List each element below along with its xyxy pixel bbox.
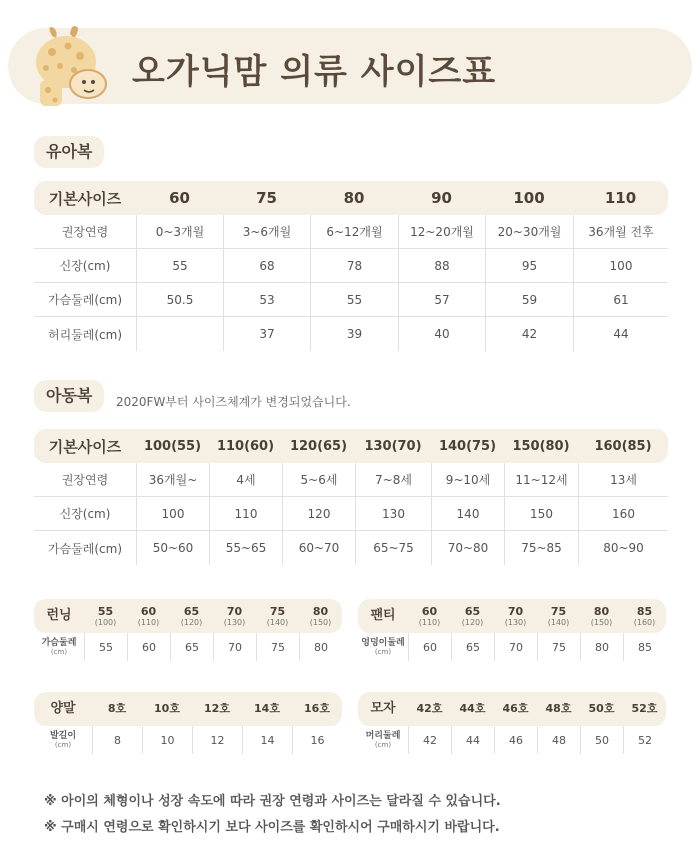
section-label-infant: 유아복 [34, 136, 104, 168]
size-cell: 60 (110) [127, 599, 170, 633]
table-cell: 75~85 [504, 531, 578, 565]
table-cell: 70~80 [431, 531, 504, 565]
table-header-row [358, 692, 666, 726]
column-header: 110(60) [209, 429, 282, 463]
size-cell: 60 (110) [408, 599, 451, 633]
column-header: 100(55) [136, 429, 209, 463]
table-cell: 78 [310, 249, 398, 283]
category-label-hat: 모자 [358, 692, 408, 726]
table-cell: 80 [580, 633, 623, 661]
size-cell: 70 (130) [494, 599, 537, 633]
row-label: 권장연령 [34, 215, 136, 249]
table-header-row [34, 692, 342, 726]
table-row [34, 633, 342, 661]
table-cell: 65 [451, 633, 494, 661]
table-cell: 140 [431, 497, 504, 531]
table-row [34, 497, 668, 531]
table-cell: 36개월 전후 [573, 215, 668, 249]
table-cell: 75 [537, 633, 580, 661]
row-label: 신장(cm) [34, 249, 136, 283]
table-cell: 42 [408, 726, 451, 754]
table-cell: 150 [504, 497, 578, 531]
size-cell: 50호 [580, 692, 623, 726]
table-header-row [358, 599, 666, 633]
table-cell: 14 [242, 726, 292, 754]
table-cell: 60 [127, 633, 170, 661]
table-cell: 37 [223, 317, 310, 351]
footnote: ※ 구매시 연령으로 확인하시기 보다 사이즈를 확인하시어 구매하시기 바랍니다. [44, 820, 500, 835]
table-row [358, 726, 666, 754]
table-cell: 6~12개월 [310, 215, 398, 249]
footnote: ※ 아이의 체형이나 성장 속도에 따라 권장 연령과 사이즈는 달라질 수 있습니다. [44, 794, 501, 809]
size-cell: 80 (150) [580, 599, 623, 633]
table-cell: 61 [573, 283, 668, 317]
column-header: 기본사이즈 [34, 181, 136, 215]
table-cell: 8 [92, 726, 142, 754]
row-label: 권장연령 [34, 463, 136, 497]
table-cell: 42 [485, 317, 573, 351]
table-cell: 11~12세 [504, 463, 578, 497]
column-header: 160(85) [578, 429, 668, 463]
table-cell: 0~3개월 [136, 215, 223, 249]
table-row [34, 215, 668, 249]
table-row [34, 283, 668, 317]
table-cell: 85 [623, 633, 666, 661]
table-cell: 60~70 [282, 531, 355, 565]
size-cell: 46호 [494, 692, 537, 726]
table-cell: 65 [170, 633, 213, 661]
table-cell: 57 [398, 283, 485, 317]
table-row [34, 463, 668, 497]
table-row [34, 317, 668, 351]
table-cell: 80 [299, 633, 342, 661]
table-cell: 46 [494, 726, 537, 754]
table-cell: 52 [623, 726, 666, 754]
table-cell: 55 [136, 249, 223, 283]
column-header: 100 [485, 181, 573, 215]
size-cell: 48호 [537, 692, 580, 726]
column-header: 80 [310, 181, 398, 215]
table-cell: 50.5 [136, 283, 223, 317]
size-cell: 65 (120) [170, 599, 213, 633]
column-header: 110 [573, 181, 668, 215]
row-label: 신장(cm) [34, 497, 136, 531]
category-label-panty: 팬티 [358, 599, 408, 633]
table-cell: 40 [398, 317, 485, 351]
size-cell: 8호 [92, 692, 142, 726]
table-cell: 10 [142, 726, 192, 754]
row-label: 가슴둘레(cm) [34, 283, 136, 317]
table-header-row [34, 429, 668, 463]
column-header: 60 [136, 181, 223, 215]
table-cell: 70 [213, 633, 256, 661]
column-header: 90 [398, 181, 485, 215]
table-cell: 100 [136, 497, 209, 531]
size-change-note: 2020FW부터 사이즈체계가 변경되었습니다. [116, 395, 351, 409]
column-header: 130(70) [355, 429, 431, 463]
table-cell: 53 [223, 283, 310, 317]
size-cell: 80 (150) [299, 599, 342, 633]
page-title: 오가닉맘 의류 사이즈표 [132, 52, 497, 92]
table-cell: 110 [209, 497, 282, 531]
table-row [34, 249, 668, 283]
table-cell: 65~75 [355, 531, 431, 565]
row-label: 발길이 (cm) [49, 730, 77, 749]
row-label: 머리둘레 (cm) [365, 730, 401, 749]
column-header: 120(65) [282, 429, 355, 463]
table-cell: 9~10세 [431, 463, 504, 497]
size-cell: 75 (140) [537, 599, 580, 633]
category-label-socks: 양말 [34, 692, 92, 726]
row-label: 가슴둘레 (cm) [41, 637, 77, 656]
size-cell: 42호 [408, 692, 451, 726]
kids-size-table [34, 429, 668, 565]
table-cell: 68 [223, 249, 310, 283]
size-cell: 10호 [142, 692, 192, 726]
column-header: 기본사이즈 [34, 429, 136, 463]
size-cell: 12호 [192, 692, 242, 726]
giraffe-icon [22, 22, 114, 108]
table-cell: 44 [451, 726, 494, 754]
table-cell: 75 [256, 633, 299, 661]
table-cell: 12 [192, 726, 242, 754]
size-cell: 85 (160) [623, 599, 666, 633]
table-cell: 160 [578, 497, 668, 531]
size-cell: 75 (140) [256, 599, 299, 633]
column-header: 75 [223, 181, 310, 215]
row-label: 가슴둘레(cm) [47, 541, 123, 556]
table-cell: 100 [573, 249, 668, 283]
table-cell: 95 [485, 249, 573, 283]
size-cell: 55 (100) [84, 599, 127, 633]
table-cell: 7~8세 [355, 463, 431, 497]
table-cell: 88 [398, 249, 485, 283]
table-cell: 4세 [209, 463, 282, 497]
table-cell: 70 [494, 633, 537, 661]
table-cell: 120 [282, 497, 355, 531]
row-label: 허리둘레(cm) [47, 327, 123, 342]
table-header-row [34, 599, 342, 633]
table-cell: 55~65 [209, 531, 282, 565]
row-label: 엉덩이둘레 (cm) [361, 637, 405, 656]
size-cell: 16호 [292, 692, 342, 726]
running-size-table [34, 599, 342, 661]
table-cell [136, 317, 223, 351]
table-cell: 48 [537, 726, 580, 754]
section-label-kids: 아동복 [34, 380, 104, 412]
table-cell: 50~60 [136, 531, 209, 565]
size-cell: 44호 [451, 692, 494, 726]
table-row [358, 633, 666, 661]
size-cell: 14호 [242, 692, 292, 726]
socks-size-table [34, 692, 342, 754]
table-cell: 3~6개월 [223, 215, 310, 249]
table-row [34, 531, 668, 565]
table-cell: 5~6세 [282, 463, 355, 497]
size-cell: 65 (120) [451, 599, 494, 633]
category-label-running: 런닝 [34, 599, 84, 633]
panty-size-table [358, 599, 666, 661]
table-cell: 20~30개월 [485, 215, 573, 249]
size-cell: 52호 [623, 692, 666, 726]
column-header: 140(75) [431, 429, 504, 463]
column-header: 150(80) [504, 429, 578, 463]
table-cell: 13세 [578, 463, 668, 497]
table-header-row [34, 181, 668, 215]
table-cell: 55 [84, 633, 127, 661]
table-cell: 36개월~ [136, 463, 209, 497]
table-cell: 50 [580, 726, 623, 754]
table-cell: 39 [310, 317, 398, 351]
table-cell: 44 [573, 317, 668, 351]
table-cell: 59 [485, 283, 573, 317]
table-cell: 60 [408, 633, 451, 661]
infant-size-table [34, 181, 668, 351]
table-cell: 55 [310, 283, 398, 317]
size-cell: 70 (130) [213, 599, 256, 633]
table-cell: 130 [355, 497, 431, 531]
table-cell: 16 [292, 726, 342, 754]
hat-size-table [358, 692, 666, 754]
table-cell: 80~90 [578, 531, 668, 565]
table-row [34, 726, 342, 754]
table-cell: 12~20개월 [398, 215, 485, 249]
